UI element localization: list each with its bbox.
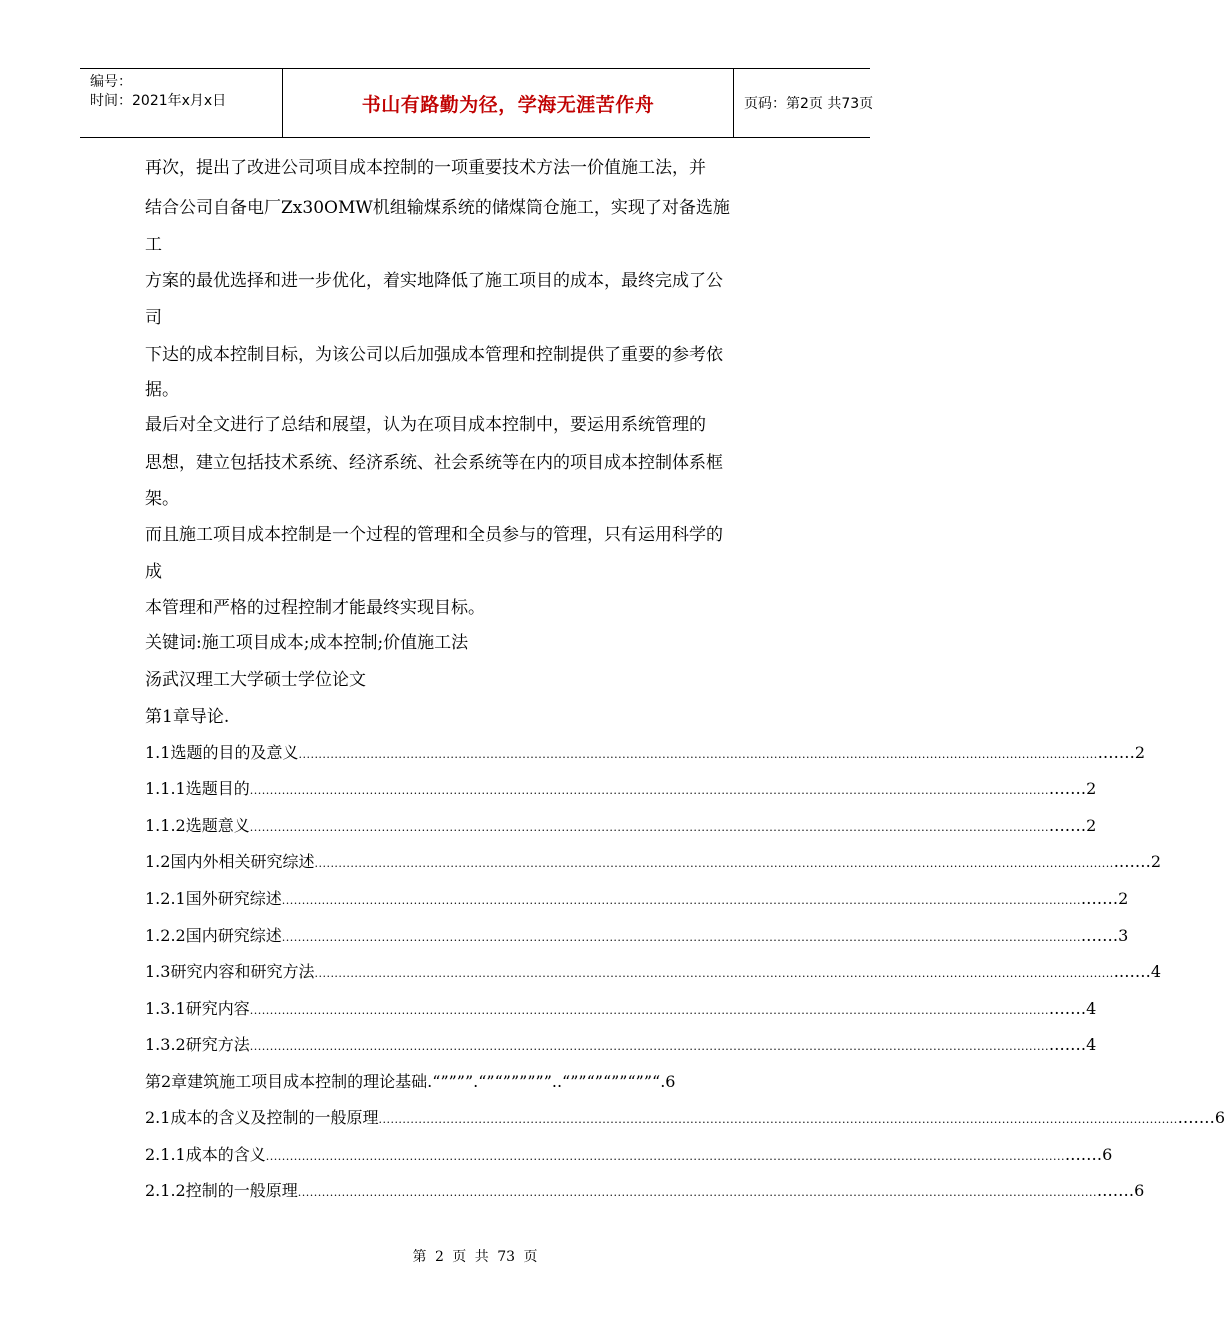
toc-leader-dots: ........................................................................................................................................................................................................ xyxy=(378,1113,1178,1126)
toc-entry xyxy=(145,778,1097,800)
thesis-title-line: 汤武汉理工大学硕士学位论文 xyxy=(145,670,366,690)
toc-entry-page: .……6 xyxy=(1097,1181,1145,1200)
toc-entry-title: 1.1选题的目的及意义 xyxy=(145,743,299,762)
toc-entry-title: 1.1.1选题目的 xyxy=(145,779,250,798)
body-line: 结合公司自备电厂Zx30OMW机组输煤系统的储煤筒仓施工，实现了对备选施 xyxy=(145,198,730,218)
body-line: 下达的成本控制目标，为该公司以后加强成本管理和控制提供了重要的参考依 xyxy=(145,345,723,365)
toc-entry-title: 2.1成本的含义及控制的一般原理 xyxy=(145,1108,379,1127)
toc-entry xyxy=(145,742,1146,764)
toc-entry-page: .……3 xyxy=(1081,926,1129,945)
toc-leader-dots: ........................................................................................................................................................................................................ xyxy=(249,1040,1050,1053)
toc-entry xyxy=(145,1071,675,1093)
toc-entry xyxy=(145,925,1129,947)
toc-entry-title: 2.1.1成本的含义 xyxy=(145,1145,266,1164)
toc-entry xyxy=(145,1034,1097,1056)
toc-entry-page: .……6 xyxy=(1177,1108,1225,1127)
body-line: 成 xyxy=(145,562,162,582)
body-line: 架。 xyxy=(145,489,179,509)
body-line: 据。 xyxy=(145,380,179,400)
body-line: 思想，建立包括技术系统、经济系统、社会系统等在内的项目成本控制体系框 xyxy=(145,453,723,473)
header-meta xyxy=(80,69,282,137)
toc-entry-page: .……2 xyxy=(1049,779,1097,798)
toc-entry-title: 第2章建筑施工项目成本控制的理论基础.“””””.“”“””””””..“””“”“””“””“.6 xyxy=(145,1072,676,1091)
toc-leader-dots: ........................................................................................................................................................................................................ xyxy=(314,967,1114,980)
toc-entry-page: .……2 xyxy=(1097,743,1146,762)
toc-leader-dots: ........................................................................................................................................................................................................ xyxy=(281,894,1082,907)
toc-entry xyxy=(145,888,1129,910)
toc-entry xyxy=(145,998,1097,1020)
toc-entry-page: .……2 xyxy=(1113,852,1162,871)
header-motto-cell xyxy=(282,69,734,137)
page-footer: 第 2 页 共 73 页 xyxy=(412,1249,538,1265)
page-header xyxy=(80,68,874,138)
body-line: 再次，提出了改进公司项目成本控制的一项重要技术方法一价值施工法，并 xyxy=(145,158,706,178)
toc-entry-page: .……4 xyxy=(1113,962,1162,981)
toc-entry-page: .……6 xyxy=(1065,1145,1113,1164)
chapter-heading: 第1章导论. xyxy=(145,707,230,727)
toc-leader-dots: ........................................................................................................................................................................................................ xyxy=(249,821,1050,834)
toc-entry xyxy=(145,815,1097,837)
toc-leader-dots: ........................................................................................................................................................................................................ xyxy=(249,784,1050,797)
header-motto: 书山有路勤为径，学海无涯苦作舟 xyxy=(361,93,655,116)
toc-entry-page: .……4 xyxy=(1049,999,1097,1018)
toc-entry xyxy=(145,1107,1225,1129)
toc-entry-title: 1.2.1国外研究综述 xyxy=(145,889,282,908)
toc-entry-title: 1.3.1研究内容 xyxy=(145,999,250,1018)
body-line: 最后对全文进行了总结和展望，认为在项目成本控制中，要运用系统管理的 xyxy=(145,415,706,435)
toc-entry-page: .……4 xyxy=(1049,1035,1097,1054)
toc-leader-dots: ........................................................................................................................................................................................................ xyxy=(265,1150,1066,1163)
body-line: 司 xyxy=(145,308,162,328)
toc-leader-dots: ........................................................................................................................................................................................................ xyxy=(314,857,1114,870)
toc-entry-title: 1.1.2选题意义 xyxy=(145,816,250,835)
toc-entry xyxy=(145,1180,1145,1202)
toc-entry-title: 1.3研究内容和研究方法 xyxy=(145,962,315,981)
document-date: 时间：2021年x月x日 xyxy=(90,93,227,109)
toc-entry-title: 1.2.2国内研究综述 xyxy=(145,926,282,945)
toc-leader-dots: ........................................................................................................................................................................................................ xyxy=(298,748,1098,761)
toc-leader-dots: ........................................................................................................................................................................................................ xyxy=(249,1004,1050,1017)
toc-leader-dots: ........................................................................................................................................................................................................ xyxy=(297,1186,1098,1199)
body-line: 而且施工项目成本控制是一个过程的管理和全员参与的管理，只有运用科学的 xyxy=(145,525,723,545)
body-line: 方案的最优选择和进一步优化，着实地降低了施工项目的成本，最终完成了公 xyxy=(145,271,723,291)
keywords-line: 关键词:施工项目成本;成本控制;价值施工法 xyxy=(145,633,469,653)
body-line: 工 xyxy=(145,235,162,255)
toc-entry xyxy=(145,1144,1113,1166)
document-number-label: 编号： xyxy=(90,74,132,90)
toc-leader-dots: ........................................................................................................................................................................................................ xyxy=(281,931,1082,944)
toc-entry-page: .……2 xyxy=(1081,889,1129,908)
toc-entry-title: 2.1.2控制的一般原理 xyxy=(145,1181,298,1200)
body-line: 本管理和严格的过程控制才能最终实现目标。 xyxy=(145,598,485,618)
toc-entry-title: 1.2国内外相关研究综述 xyxy=(145,852,315,871)
toc-entry xyxy=(145,961,1162,983)
toc-entry-title: 1.3.2研究方法 xyxy=(145,1035,250,1054)
toc-entry-page: .……2 xyxy=(1049,816,1097,835)
header-page-info: 页码：第2页 共73页 xyxy=(744,96,874,112)
toc-entry xyxy=(145,851,1162,873)
